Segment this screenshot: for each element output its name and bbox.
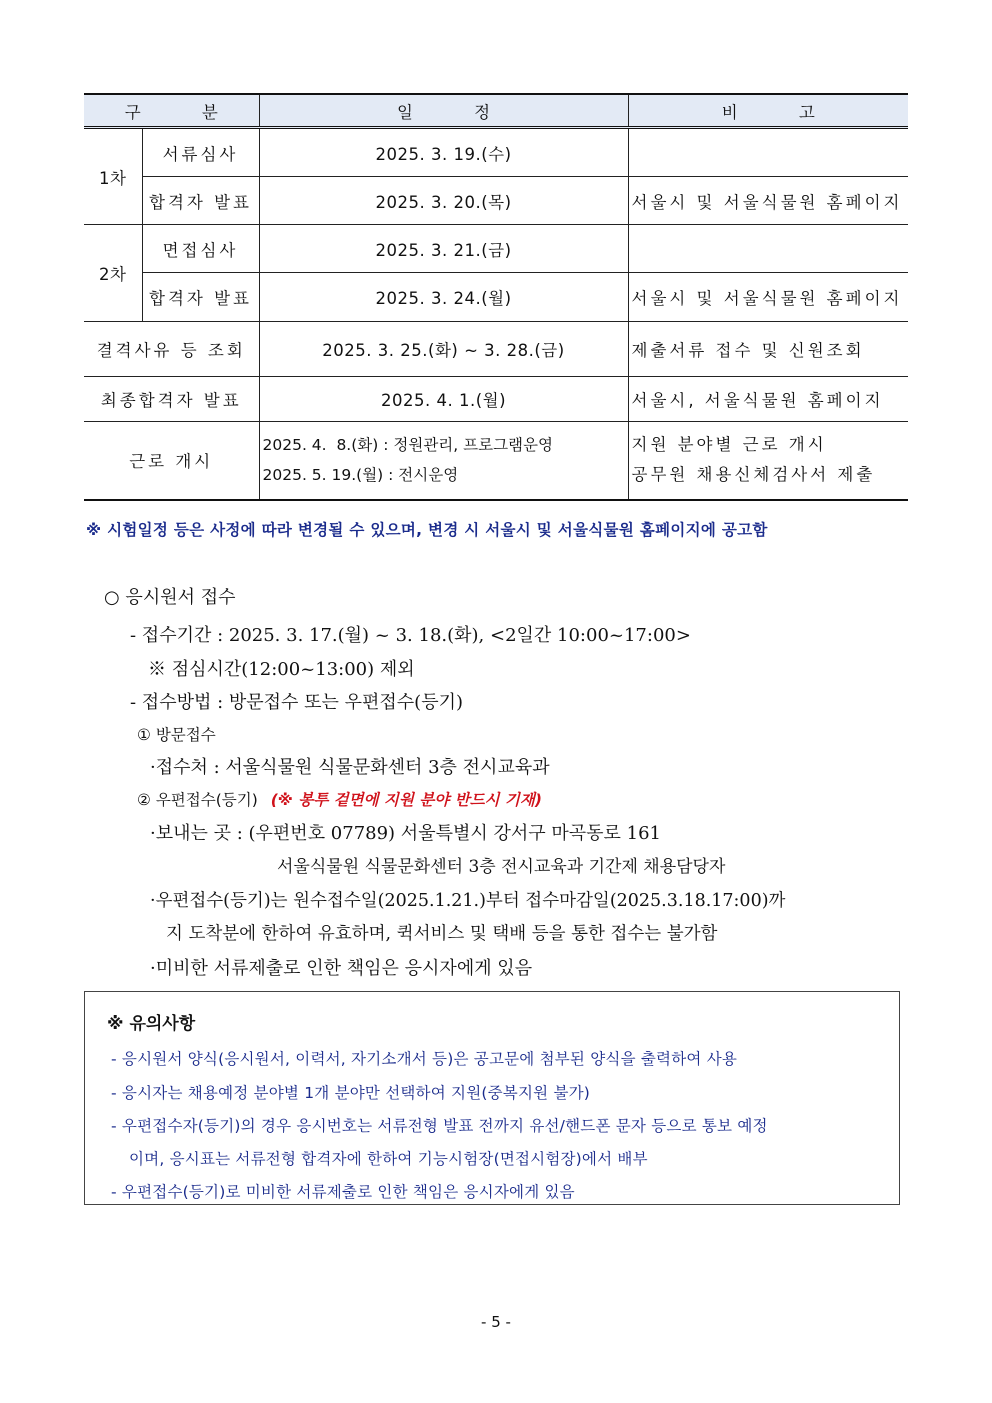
- caution-title: ※ 유의사항: [107, 1014, 196, 1034]
- date-cell: 2025. 3. 24.(월): [259, 273, 628, 322]
- header-note: 비 고: [628, 94, 908, 128]
- mail-address-line2: 서울식물원 식물문화센터 3층 전시교육과 기간제 채용담당자: [277, 857, 726, 877]
- table-header-row: [84, 94, 908, 128]
- lunch-exclusion: ※ 점심시간(12:00~13:00) 제외: [148, 659, 415, 680]
- date-cell: 2025. 3. 20.(목): [259, 177, 628, 225]
- group-cell: 1차: [84, 128, 142, 225]
- section-title: ○ 응시원서 접수: [104, 587, 236, 608]
- header-category: 구 분: [84, 94, 259, 128]
- label-cell: 근로 개시: [84, 422, 259, 500]
- page-number: - 5 -: [481, 1313, 511, 1331]
- sub-cell: 합격자 발표: [142, 273, 259, 322]
- table-row: [84, 273, 908, 322]
- date-cell: 2025. 3. 19.(수): [259, 128, 628, 177]
- note-line: 공무원 채용신체검사서 제출: [631, 465, 876, 485]
- caution-item: - 우편접수자(등기)의 경우 응시번호는 서류전형 발표 전까지 유선/핸드폰 문자 등으로 통보 예정: [111, 1117, 768, 1135]
- schedule-change-notice: ※ 시험일정 등은 사정에 따라 변경될 수 있으며, 변경 시 서울시 및 서울식물원 홈페이지에 공고함: [86, 521, 768, 539]
- sub-cell: 면접심사: [142, 225, 259, 273]
- visit-place: ·접수처 : 서울식물원 식물문화센터 3층 전시교육과: [150, 757, 550, 778]
- date-line: 2025. 5. 19.(월) : 전시운영: [262, 466, 459, 485]
- table-row: [84, 422, 908, 500]
- date-cell: [259, 422, 628, 500]
- caution-box: [84, 991, 900, 1205]
- label-cell: 최종합격자 발표: [84, 377, 259, 422]
- sub-cell: 서류심사: [142, 128, 259, 177]
- visit-title: ① 방문접수: [137, 726, 216, 744]
- note-cell: 제출서류 접수 및 신원조회: [628, 322, 908, 377]
- group-cell: 2차: [84, 225, 142, 322]
- mail-validity-line2: 지 도착분에 한하여 유효하며, 퀵서비스 및 택배 등을 통한 접수는 불가함: [166, 924, 718, 944]
- sub-cell: 합격자 발표: [142, 177, 259, 225]
- table-row: [84, 177, 908, 225]
- note-cell: [628, 225, 908, 273]
- mail-title: [137, 788, 542, 810]
- note-cell: 서울시 및 서울식물원 홈페이지: [628, 177, 908, 225]
- note-cell: [628, 128, 908, 177]
- mail-address-line1: ·보내는 곳 : (우편번호 07789) 서울특별시 강서구 마곡동로 161: [150, 823, 661, 844]
- caution-item: - 응시자는 채용예정 분야별 1개 분야만 선택하여 지원(중복지원 불가): [111, 1084, 591, 1102]
- caution-item: - 우편접수(등기)로 미비한 서류제출로 인한 책임은 응시자에게 있음: [111, 1183, 575, 1201]
- mail-title-text: ② 우편접수(등기): [137, 791, 258, 809]
- caution-item: 이며, 응시표는 서류전형 합격자에 한하여 기능시험장(면접시험장)에서 배부: [129, 1150, 648, 1168]
- mail-validity-line1: ·우편접수(등기)는 원수접수일(2025.1.21.)부터 접수마감일(2025.3.18.17:00)까: [150, 891, 786, 911]
- table-row: [84, 377, 908, 422]
- application-method: - 접수방법 : 방문접수 또는 우편접수(등기): [130, 692, 464, 713]
- note-line: 지원 분야별 근로 개시: [631, 435, 827, 455]
- date-cell: 2025. 4. 1.(월): [259, 377, 628, 422]
- table-row: [84, 128, 908, 177]
- application-period: - 접수기간 : 2025. 3. 17.(월) ~ 3. 18.(화), <2일간 10:00~17:00>: [130, 625, 691, 646]
- table-row: [84, 322, 908, 377]
- responsibility-note: ·미비한 서류제출로 인한 책임은 응시자에게 있음: [150, 958, 533, 979]
- mail-warning: (※ 봉투 겉면에 지원 분야 반드시 기재): [270, 791, 542, 809]
- header-schedule: 일 정: [259, 94, 628, 128]
- note-cell: [628, 422, 908, 500]
- note-cell: 서울시, 서울식물원 홈페이지: [628, 377, 908, 422]
- date-line: 2025. 4. 8.(화) : 정원관리, 프로그램운영: [262, 436, 553, 455]
- date-cell: 2025. 3. 25.(화) ~ 3. 28.(금): [259, 322, 628, 377]
- schedule-table: [84, 93, 908, 501]
- label-cell: 결격사유 등 조회: [84, 322, 259, 377]
- table-row: [84, 225, 908, 273]
- note-cell: 서울시 및 서울식물원 홈페이지: [628, 273, 908, 322]
- caution-item: - 응시원서 양식(응시원서, 이력서, 자기소개서 등)은 공고문에 첨부된 양식을 출력하여 사용: [111, 1050, 738, 1068]
- date-cell: 2025. 3. 21.(금): [259, 225, 628, 273]
